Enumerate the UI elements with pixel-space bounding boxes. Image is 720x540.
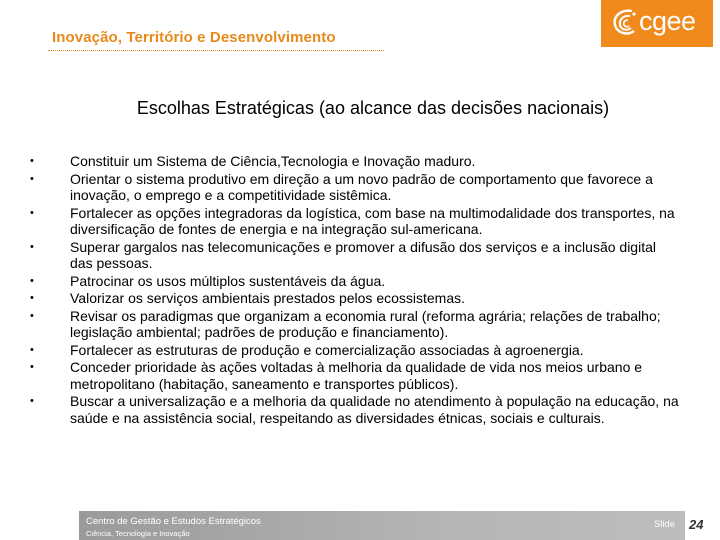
bullet-list xyxy=(30,153,680,427)
list-item: • Revisar os paradigmas que organizam a economia rural (reforma agrária; relações de trabalho; legislação ambiental; padrões de produção e financiamento). xyxy=(30,307,661,340)
footer-slide-label: Slide xyxy=(653,519,675,530)
cgee-swirl-icon xyxy=(610,5,640,41)
header-title: Inovação, Território e Desenvolvimento xyxy=(52,29,336,46)
list-item: • Buscar a universalização e a melhoria da qualidade no atendimento à população na educação, na saúde e na assistência social, respeitando as diversidades étnicas, sociais e culturais. xyxy=(30,393,679,426)
list-item: • Constituir um Sistema de Ciência,Tecnologia e Inovação maduro. xyxy=(30,153,476,169)
list-item: • Patrocinar os usos múltiplos sustentáveis da água. xyxy=(30,272,386,289)
list-item: • Conceder prioridade às ações voltadas à melhoria da qualidade de vida nos meios urbano e metropolitano (habitação, saneamento e transportes públicos). xyxy=(30,359,643,392)
bullet-icon: • xyxy=(30,292,34,304)
footer-org-name: Centro de Gestão e Estudos Estratégicos xyxy=(86,516,261,527)
list-item: • Valorizar os serviços ambientais prestados pelos ecossistemas. xyxy=(30,290,466,306)
slide-number: 24 xyxy=(689,517,704,532)
bullet-icon: • xyxy=(30,309,34,322)
bullet-icon: • xyxy=(30,361,34,373)
list-item: • Orientar o sistema produtivo em direção a um novo padrão de comportamento que favorece a inovação, o emprego e a competitividade sistêmica. xyxy=(30,170,653,203)
list-item: • Fortalecer as estruturas de produção e comercialização associadas à agroenergia. xyxy=(30,341,584,358)
bullet-icon: • xyxy=(30,155,34,167)
bullet-icon: • xyxy=(30,274,34,287)
bullet-icon: • xyxy=(30,206,34,219)
list-item: • Superar gargalos nas telecomunicações e promover a difusão dos serviços e a inclusão digital das pessoas. xyxy=(30,238,656,271)
bullet-icon: • xyxy=(30,343,34,356)
slide-heading: Escolhas Estratégicas (ao alcance das decisões nacionais) xyxy=(136,98,610,118)
cgee-logo xyxy=(601,0,713,47)
logo-text: cgee xyxy=(639,6,696,36)
footer-bar xyxy=(79,511,685,540)
bullet-icon: • xyxy=(30,240,34,253)
bullet-icon: • xyxy=(30,172,34,185)
footer-subtitle: Ciência, Tecnologia e Inovação xyxy=(86,529,190,538)
header-divider xyxy=(48,50,384,51)
list-item: • Fortalecer as opções integradoras da logística, com base na multimodalidade dos transportes, na diversificação de fontes de energia e na integração sul-americana. xyxy=(30,204,675,237)
bullet-icon: • xyxy=(30,395,34,407)
